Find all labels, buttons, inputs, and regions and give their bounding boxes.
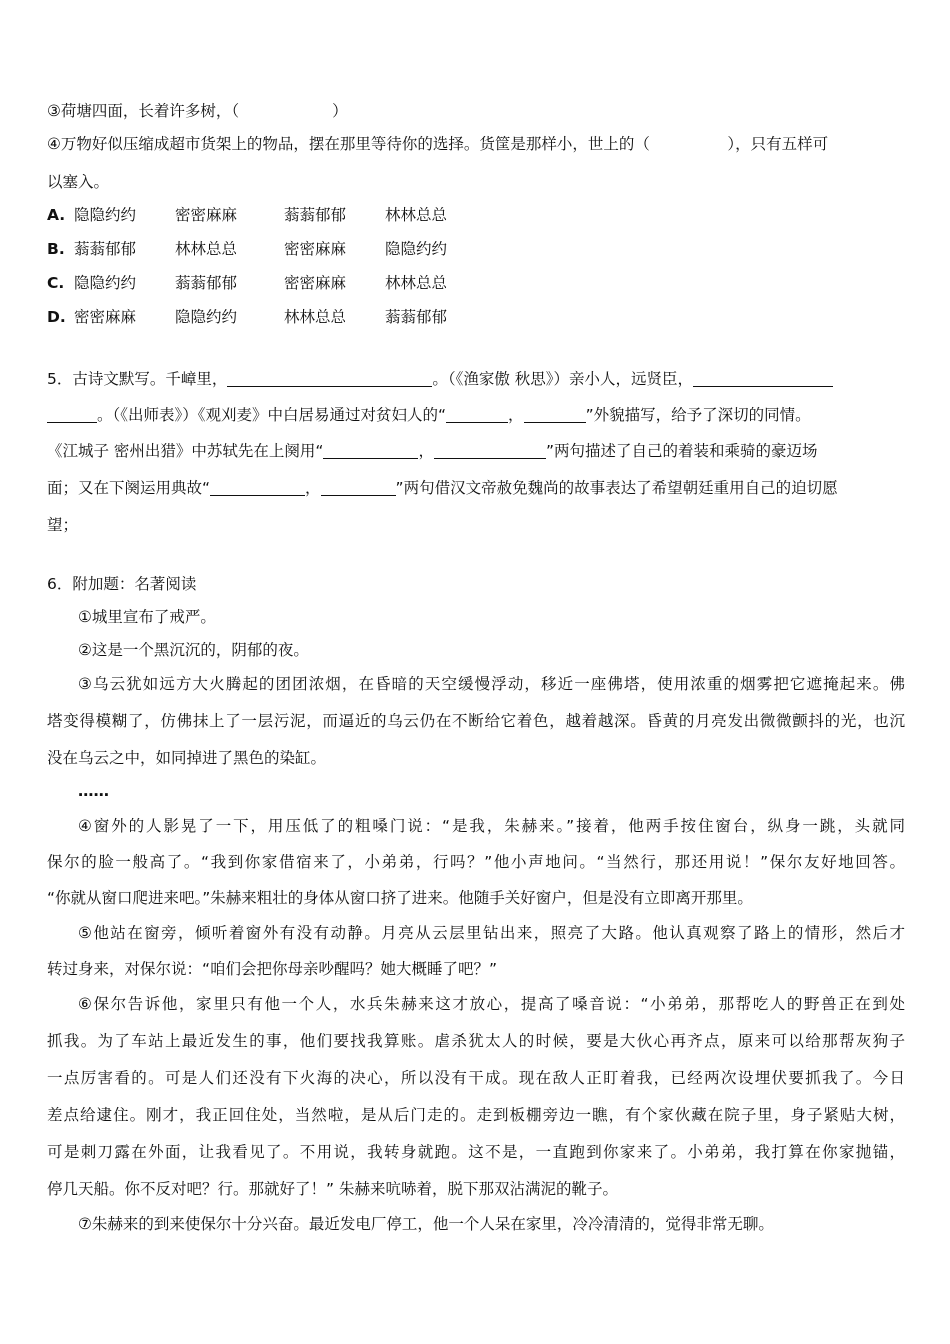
q4-item-4-line-1: ④万物好似压缩成超市货架上的物品，摆在那里等待你的选择。货筐是那样小，世上的（ ），只有五样可 [47, 135, 829, 153]
option-word: 密密麻麻 [284, 274, 347, 292]
passage-line: 没在乌云之中，如同掉进了黑色的染缸。 [47, 749, 327, 767]
option-word: 蓊蓊郁郁 [385, 308, 448, 326]
q5-text: 。（《出师表》）《观刈麦》中白居易通过对贫妇人的“ [97, 406, 447, 424]
option-label: B. [47, 240, 65, 258]
q5-text: ”外貌描写，给予了深切的同情。 [585, 406, 811, 424]
q6-heading: 6．附加题：名著阅读 [47, 575, 197, 593]
answer-blank[interactable] [434, 442, 546, 459]
option-word: 密密麻麻 [284, 240, 347, 258]
passage-line: 塔变得模糊了，仿佛抹上了一层污泥，而逼近的乌云仍在不断给它着色，越着越深。昏黄的月亮发出微微颤抖的光，也沉 [47, 712, 905, 730]
option-label: C. [47, 274, 65, 292]
option-word: 林林总总 [385, 206, 448, 224]
q5-text: ”两句借汉文帝赦免魏尚的故事表达了希望朝廷重用自己的迫切愿 [395, 479, 838, 497]
passage-line: 保尔的脸一般高了。“我到你家借宿来了，小弟弟，行吗？”他小声地问。“当然行，那还用说！”保尔友好地回答。 [47, 853, 905, 871]
passage-line: ④窗外的人影晃了一下，用压低了的粗嗓门说：“是我，朱赫来。”接着，他两手按住窗台，纵身一跳，头就同 [78, 817, 905, 835]
passage-line: ②这是一个黑沉沉的，阴郁的夜。 [78, 641, 309, 659]
q5-line-1 [47, 368, 905, 390]
option-word: 蓊蓊郁郁 [175, 274, 238, 292]
option-word: 隐隐约约 [74, 274, 137, 292]
passage-line: ⑦朱赫来的到来使保尔十分兴奋。最近发电厂停工，他一个人呆在家里，冷冷清清的，觉得非常无聊。 [78, 1215, 774, 1233]
q5-line-4 [47, 477, 905, 499]
passage-line: “你就从窗口爬进来吧。”朱赫来粗壮的身体从窗口挤了进来。他随手关好窗户，但是没有立即离开那里。 [47, 889, 753, 907]
q5-line-2 [47, 404, 905, 426]
q5-text: ， [305, 479, 321, 497]
answer-blank[interactable] [321, 479, 396, 496]
option-word: 隐隐约约 [385, 240, 448, 258]
option-word: 林林总总 [284, 308, 347, 326]
option-word: 蓊蓊郁郁 [284, 206, 347, 224]
q5-line-5: 望； [47, 516, 79, 534]
option-word: 蓊蓊郁郁 [74, 240, 137, 258]
answer-blank[interactable] [693, 370, 833, 387]
answer-blank[interactable] [323, 442, 418, 459]
q4-item-3: ③荷塘四面，长着许多树，（ ） [47, 102, 348, 120]
option-word: 隐隐约约 [175, 308, 238, 326]
option-label: D. [47, 308, 66, 326]
passage-line: 转过身来，对保尔说：“咱们会把你母亲吵醒吗？她大概睡了吧？” [47, 960, 498, 978]
q5-text: ， [418, 442, 434, 460]
answer-blank[interactable] [446, 406, 508, 423]
passage-line: 可是刺刀露在外面，让我看见了。不用说，我转身就跑。这不是，一直跑到你家来了。小弟弟，我打算在你家抛锚， [47, 1143, 905, 1161]
answer-blank[interactable] [227, 370, 432, 387]
option-word: 隐隐约约 [74, 206, 137, 224]
option-word: 密密麻麻 [175, 206, 238, 224]
option-word: 林林总总 [175, 240, 238, 258]
passage-line: ⑥保尔告诉他，家里只有他一个人，水兵朱赫来这才放心，提高了嗓音说：“小弟弟，那帮吃人的野兽正在到处 [78, 995, 905, 1013]
answer-blank[interactable] [524, 406, 586, 423]
answer-blank[interactable] [210, 479, 305, 496]
q5-text: ”两句描述了自己的着装和乘骑的豪迈场 [545, 442, 818, 460]
passage-line: 一点厉害看的。可是人们还没有下火海的决心，所以没有干成。现在敌人正盯着我，已经两次设埋伏要抓我了。今日 [47, 1069, 905, 1087]
option-word: 林林总总 [385, 274, 448, 292]
passage-line: 抓我。为了车站上最近发生的事，他们要找我算账。虐杀犹太人的时候，要是大伙心再齐点，原来可以给那帮灰狗子 [47, 1032, 905, 1050]
passage-line: ⑤他站在窗旁，倾听着窗外有没有动静。月亮从云层里钻出来，照亮了大路。他认真观察了路上的情形，然后才 [78, 924, 905, 942]
passage-line: ③乌云犹如远方大火腾起的团团浓烟，在昏暗的天空缓慢浮动，移近一座佛塔，使用浓重的烟雾把它遮掩起来。佛 [78, 675, 905, 693]
q5-text: 《江城子 密州出猎》中苏轼先在上阕用“ [47, 442, 324, 460]
q5-text: 5．古诗文默写。千嶂里， [47, 370, 228, 388]
passage-ellipsis: …… [78, 782, 109, 800]
q5-line-3 [47, 440, 905, 462]
passage-line: ①城里宣布了戒严。 [78, 608, 216, 626]
q5-text: 。（《渔家傲 秋思》）亲小人，远贤臣， [432, 370, 694, 388]
q4-item-4-line-2: 以塞入。 [47, 173, 110, 191]
option-word: 密密麻麻 [74, 308, 137, 326]
q5-text: 面；又在下阕运用典故“ [47, 479, 211, 497]
option-label: A. [47, 206, 66, 224]
answer-blank[interactable] [47, 406, 97, 423]
passage-line: 差点给逮住。刚才，我正回住处，当然啦，是从后门走的。走到板棚旁边一瞧，有个家伙藏在院子里，身子紧贴大树， [47, 1106, 905, 1124]
q5-text: ， [508, 406, 524, 424]
passage-line: 停几天船。你不反对吧？行。那就好了！” 朱赫来吭哧着，脱下那双沾满泥的靴子。 [47, 1180, 618, 1198]
